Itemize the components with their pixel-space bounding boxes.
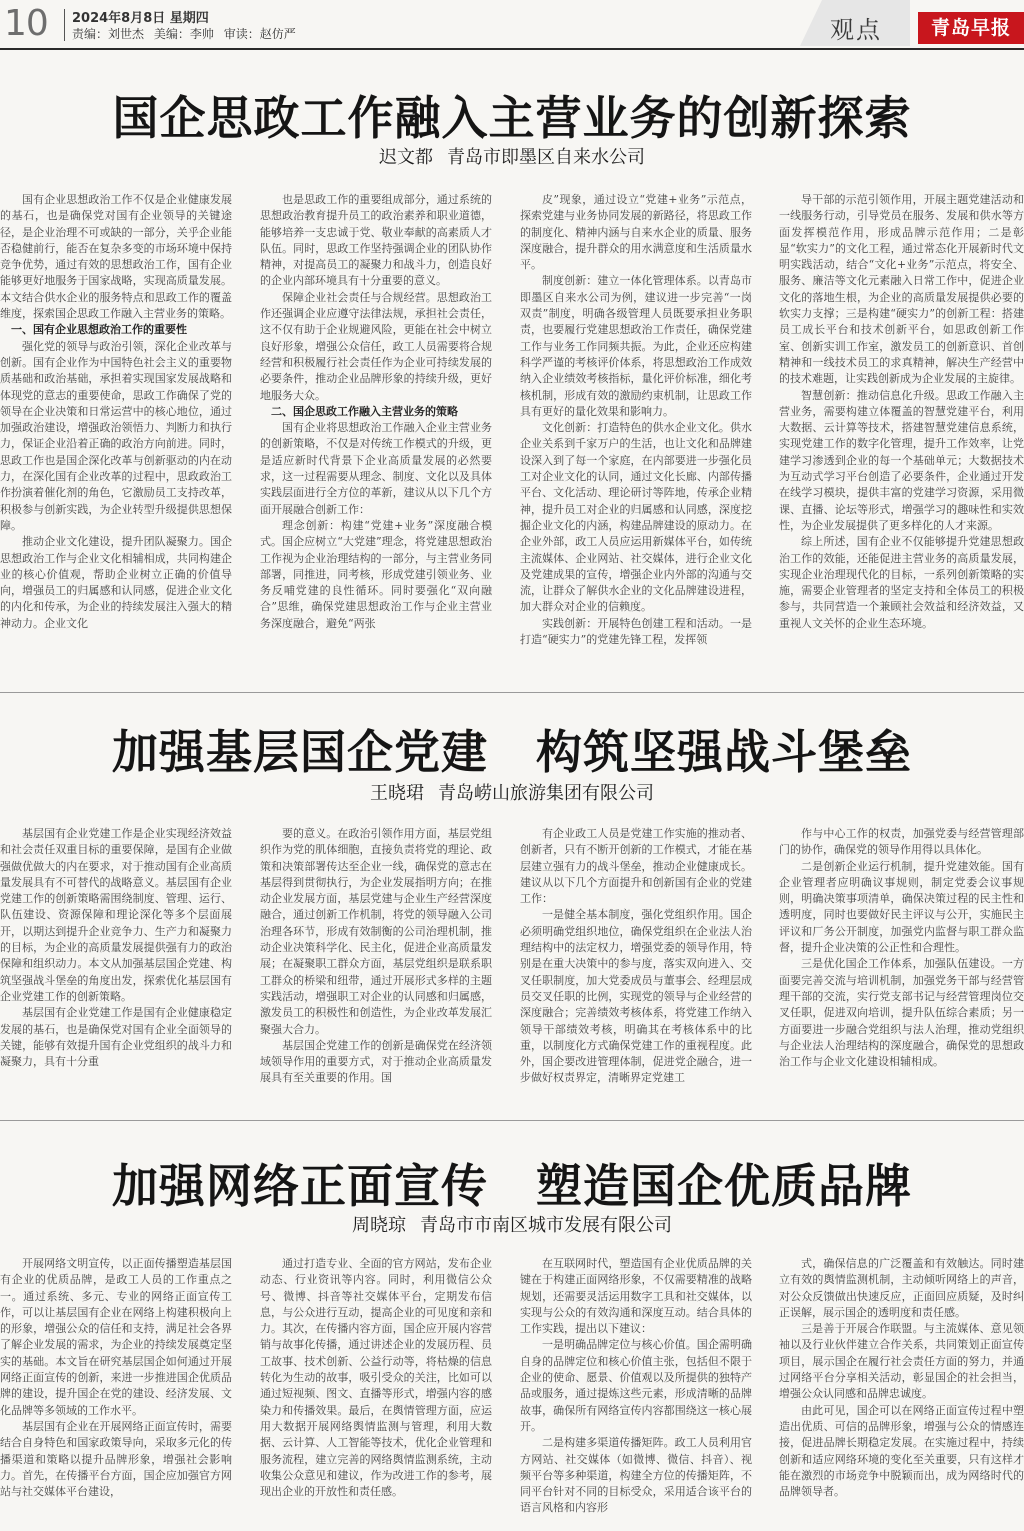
paragraph: 制度创新：建立一体化管理体系。以青岛市即墨区自来水公司为例，建议进一步完善“一岗双责”制度，明确各级管理人员既要承担业务职责，也要履行党建思想政治工作责任，确保党建工作与业务工作同频共振。为此，企业还应构建科学严谨的考核评价体系，将思想政治工作成效纳入企业绩效考核指标，量化评价标准，细化考核机制，形成有效的激励约束机制，让思政工作具有更好的量化效果和影响力。 — [520, 274, 752, 418]
article-2-title — [0, 724, 1024, 780]
article-divider — [0, 692, 1024, 693]
header-rule — [0, 48, 1024, 50]
article-1-column-3 — [520, 192, 752, 682]
article-3-column-2 — [260, 1256, 492, 1528]
article-3-byline — [0, 1214, 1024, 1238]
article-2-author: 王晓珺 — [370, 783, 424, 804]
paragraph: 要的意义。在政治引领作用方面，基层党组织作为党的肌体细胞，直接负责将党的理论、政策和决策部署传达至企业一线，确保党的意志在基层得到贯彻执行，为企业发展指明方向；在推动企业发展方面，基层党建与企业生产经营深度融合，通过创新工作机制，将党的领导融入公司治理各环节，形成有效制衡的公司治理机制，推动企业决策科学化、民主化，促进企业高质量发展；在凝聚职工群众方面，基层党组织是联系职工群众的桥梁和纽带，通过开展形式多样的主题实践活动，增强职工对企业的认同感和归属感，激发员工的积极性和创造性，为企业改革发展汇聚强大合力。 — [260, 827, 492, 1036]
proofreader: 审读：赵仿严 — [223, 27, 296, 41]
paragraph: 通过打造专业、全面的官方网站，发布企业动态、行业资讯等内容。同时，利用微信公众号、微博、抖音等社交媒体平台，定期发布信息，与公众进行互动，提高企业的可见度和亲和力。其次，在传播内容方面，国企应开展内容营销与故事化传播，通过讲述企业的发展历程、员工故事、技术创新、公益行动等，将枯燥的信息转化为生动的故事，吸引受众的关注，比如可以通过短视频、图文、直播等形式，增强内容的感染力和传播效果。最后，在舆情管理方面，应运用大数据开展网络舆情监测与管理，利用大数据、云计算、人工智能等技术，优化企业管理和服务流程，建立完善的网络舆情监测系统，主动收集公众意见和建议，作为改进工作的参考，展现出企业的开放性和责任感。 — [260, 1257, 492, 1499]
paragraph: 二是创新企业运行机制，提升党建效能。国有企业管理者应明确议事规则，制定党委会议事规则，明确决策事项清单，确保决策过程的民主性和透明度，同时也要做好民主评议与公开，实施民主评议和厂务公开制度，加强党内监督与职工群众监督，提升企业决策的公正性和合理性。 — [779, 859, 1024, 955]
article-1-column-1 — [0, 192, 232, 682]
article-1-body — [0, 192, 1024, 682]
section-name: 观点 — [830, 16, 882, 44]
article-1-column-2 — [260, 192, 492, 682]
paragraph: 导干部的示范引领作用，开展主题党建活动和一线服务行动，引导党员在服务、发展和供水等方面发挥模范作用，形成品牌示范作用；二是彰显“软实力”的文化工程，通过常态化开展新时代文明实践活动，结合“文化+业务”示范点，将安全、服务、廉洁等文化元素融入日常工作中，促进企业文化的落地生根，为企业的高质量发展提供必要的软实力支撑；三是构建“硬实力”的创新工程：搭建员工成长平台和技术创新平台，如思政创新工作室、创新实训工作室，激发员工的创新意识、首创精神和一线技术员工的求真精神，解决生产经营中的技术难题，让实践创新成为企业发展的主旋律。 — [779, 193, 1024, 386]
article-1-title-text: 国企思政工作融入主营业务的创新探索 — [112, 91, 912, 145]
paragraph: 强化党的领导与政治引领，深化企业改革与创新。国有企业作为中国特色社会主义的重要物质基础和政治基础，承担着实现国家发展战略和体现党的意志的重要使命，思政工作确保了党的领导在企业决策和日常运营中的核心地位，通过加强政治建设，增强政治领悟力、判断力和执行力，保证企业沿着正确的政治方向前进。同时，思政工作也是国企深化改革与创新驱动的内在动力，在深化国有企业改革的过程中，思政政治工作扮演着催化剂的角色，它激励员工支持改革，积极参与创新实践，为企业转型升级提供思想保障。 — [0, 339, 232, 532]
paragraph: 有企业政工人员是党建工作实施的推动者、创新者，只有不断开创新的工作模式，才能在基层建立强有力的战斗堡垒，推动企业健康成长。建议从以下几个方面提升和创新国有企业的党建工作： — [520, 827, 752, 906]
paragraph: 国有企业思想政治工作不仅是企业健康发展的基石，也是确保党对国有企业领导的关键途径，是企业治理不可或缺的一部分，关乎企业能否稳健前行，能否在复杂多变的市场环境中保持竞争优势，通过有效的思想政治工作，国有企业能够更好地服务于国家战略，实现高质量发展。本文结合供水企业的服务特点和思政工作的覆盖维度，探索国企思政工作融入主营业务的策略。 — [0, 193, 232, 321]
article-2-column-3 — [520, 826, 752, 1106]
paragraph: 作与中心工作的权责，加强党委与经营管理部门的协作，确保党的领导作用得以具体化。 — [779, 827, 1024, 857]
article-3-author: 周晓琼 — [352, 1215, 406, 1236]
paragraph: 实践创新：开展特色创建工程和活动。一是打造“硬实力”的党建先锋工程，发挥领 — [520, 616, 752, 647]
paragraph: 综上所述，国有企业不仅能够提升党建思想政治工作的效能，还能促进主营业务的高质量发展，实现企业治理现代化的目标，一系列创新策略的实施，需要企业管理者的坚定支持和全体员工的积极参与，共同营造一个兼顾社会效益和经济效益，又重视人文关怀的企业生态环境。 — [779, 535, 1024, 630]
paragraph: 三是善于开展合作联盟。与主流媒体、意见领袖以及行业伙伴建立合作关系，共同策划正面宣传项目，展示国企在履行社会责任方面的努力，并通过网络平台分享相关活动，彰显国企的社会担当，增强公众认同感和品牌忠诚度。 — [779, 1322, 1024, 1401]
paragraph: 推动企业文化建设，提升团队凝聚力。国企思想政治工作与企业文化相辅相成，共同构建企业的核心价值观，帮助企业树立正确的价值导向，增强员工的归属感和认同感，促进企业文化的内化和传承，为企业的持续发展注入强大的精神动力。企业文化 — [0, 535, 232, 630]
article-1-column-4 — [779, 192, 1024, 682]
paragraph: 国有企业将思想政治工作融入企业主营业务的创新策略，不仅是对传统工作模式的升级，更是适应新时代背景下企业高质量发展的必然要求，这一过程需要从理念、制度、文化以及具体实践层面进行全方位的革新，建议从以下几个方面开展融合创新工作： — [260, 421, 492, 516]
newspaper-logo: 青岛早报 — [918, 12, 1024, 44]
paragraph: 开展网络文明宣传，以正面传播塑造基层国有企业的优质品牌，是政工人员的工作重点之一。通过系统、多元、专业的网络正面宣传工作，可以让基层国有企业在网络上构建积极向上的形象，增强公众的信任和支持，满足社会各界了解企业发展的需求，为企业的持续发展奠定坚实的基础。本文旨在研究基层国企如何通过开展网络正面宣传的创新，来进一步推进国企优质品牌的建设，提升国企在党的建设、经济发展、文化品牌等多领域的工作水平。 — [0, 1257, 232, 1417]
article-2-byline — [0, 782, 1024, 806]
art-editor: 美编：李帅 — [153, 27, 214, 41]
section-heading: 二、国企思政工作融入主营业务的策略 — [271, 404, 458, 418]
header-separator — [64, 9, 65, 41]
article-3-org: 青岛市市南区城市发展有限公司 — [420, 1215, 672, 1236]
article-2-org: 青岛崂山旅游集团有限公司 — [438, 783, 654, 804]
article-2-column-1 — [0, 826, 232, 1106]
article-2-title-part-2: 构筑坚强战斗堡垒 — [536, 725, 912, 779]
article-2-title-part-1: 加强基层国企党建 — [112, 725, 488, 779]
article-3-column-4 — [779, 1256, 1024, 1528]
paragraph: 基层国有企业党建工作是企业实现经济效益和社会责任双重目标的重要保障，是国有企业做强做优做大的内在要求，对于推动国有企业高质量发展具有不可替代的战略意义。基层国有企业党建工作的创新策略需围绕制度、管理、运行、队伍建设、资源保障和理论深化等多个层面展开，以期达到提升企业竞争力、生产力和凝聚力的目标，为企业的高质量发展提供强有力的政治保障和组织动力。本文从加强基层国企党建、构筑坚强战斗堡垒的角度出发，探索优化基层国有企业党建工作的创新策略。 — [0, 827, 232, 1003]
paragraph: 智慧创新：推动信息化升级。思政工作融入主营业务，需要构建立体覆盖的智慧党建平台，利用大数据、云计算等技术，搭建智慧党建信息系统，实现党建工作的数字化管理，提升工作效率，让党建学习渗透到企业的每一个基础单元；大数据技术为互动式学习平台创造了必要条件，企业通过开发在线学习模块，提供丰富的党建学习资源，采用微课、直播、论坛等形式，增强学习的趣味性和实效性，为企业发展提供了更多样化的人才来源。 — [779, 388, 1024, 532]
paragraph: 保障企业社会责任与合规经营。思想政治工作还强调企业应遵守法律法规，承担社会责任，这不仅有助于企业规避风险，更能在社会中树立良好形象，增强公众信任，政工人员需要将合规经营和积极履行社会责任作为企业可持续发展的必要条件，推动企业品牌形象的持续升级，更好地服务大众。 — [260, 290, 492, 402]
article-3-body — [0, 1256, 1024, 1528]
issue-date: 2024年8月8日 星期四 — [72, 11, 209, 26]
paragraph: 基层国有企业在开展网络正面宣传时，需要结合自身特色和国家政策导向，采取多元化的传播渠道和策略以提升品牌形象，增强社会影响力。首先，在传播平台方面，国企应加强官方网站与社交媒体平台建设， — [0, 1419, 232, 1499]
article-1-byline — [0, 146, 1024, 170]
paragraph: 三是优化国企工作体系，加强队伍建设。一方面要完善交流与培训机制，加强党务干部与经营管理干部的交流，实行党支部书记与经营管理岗位交叉任职，促进双向培训，提升队伍综合素质；另一方面要进一步融合党组织与法人治理，推动党组织与企业法人治理结构的深度融合，确保党的思想政治工作与企业文化建设相辅相成。 — [779, 957, 1024, 1069]
article-2-column-2 — [260, 826, 492, 1106]
article-3-title-part-1: 加强网络正面宣传 — [112, 1159, 488, 1213]
article-3-title-part-2: 塑造国企优质品牌 — [536, 1159, 912, 1213]
article-1-author: 迟文都 — [379, 147, 433, 168]
editor-credits — [72, 25, 302, 42]
article-3-column-3 — [520, 1256, 752, 1528]
section-heading: 一、国有企业思想政治工作的重要性 — [11, 323, 187, 337]
article-3-title — [0, 1158, 1024, 1214]
article-2-body — [0, 826, 1024, 1106]
paragraph: 一是明确品牌定位与核心价值。国企需明确自身的品牌定位和核心价值主张，包括但不限于企业的使命、愿景、价值观以及所提供的独特产品或服务，通过提炼这些元素，形成清晰的品牌故事，确保所有网络宣传内容都围绕这一核心展开。 — [520, 1338, 752, 1433]
paragraph: 皮”现象，通过设立“党建+业务”示范点，探索党建与业务协同发展的新路径，将思政工作的制度化、精神内涵与自来水企业的质量、服务深度融合，提升群众的用水满意度和生活质量水平。 — [520, 193, 752, 272]
paragraph: 式，确保信息的广泛覆盖和有效触达。同时建立有效的舆情监测机制，主动倾听网络上的声音，对公众反馈做出快速反应，正面回应质疑，及时纠正误解，展示国企的透明度和责任感。 — [779, 1257, 1024, 1319]
article-divider — [0, 1120, 1024, 1121]
paragraph: 一是健全基本制度，强化党组织作用。国企必须明确党组织地位，确保党组织在企业法人治理结构中的法定权力，增强党委的领导作用，特别是在重大决策中的参与度，落实双向进入、交叉任职制度，加大党委成员与董事会、经理层成员交叉任职的比例，实现党的领导与企业经营的深度融合；完善绩效考核体系，将党建工作纳入领导干部绩效考核，明确其在考核体系中的比重，以制度化方式确保党建工作的重视程度。此外，国企要改进管理体制，促进党企融合，进一步做好权责界定，清晰界定党建工 — [520, 908, 752, 1085]
page-number: 10 — [4, 3, 48, 44]
paragraph: 文化创新：打造特色的供水企业文化。供水企业关系到千家万户的生活，也让文化和品牌建设深入到了每一个家庭，在内部要进一步强化员工对企业文化的认同，通过文化长廊、内部传播平台、文化活动、理论研讨等阵地，传承企业精神，提升员工对企业的归属感和认同感，深度挖掘企业文化的内涵，构建品牌建设的原动力。在企业外部，政工人员应运用新媒体平台，如传统主流媒体、企业网站、社交媒体，进行企业文化及党建成果的宣传，增强企业内外部的沟通与交流，让群众了解供水企业的文化品牌建设进程，加大群众对企业的信赖度。 — [520, 421, 752, 614]
article-2-column-4 — [779, 826, 1024, 1106]
paragraph: 也是思政工作的重要组成部分，通过系统的思想政治教育提升员工的政治素养和职业道德，能够培养一支忠诚于党、敬业奉献的高素质人才队伍。同时，思政工作坚持强调企业的团队协作精神，对提高员工的凝聚力和战斗力，创造良好的企业内部环境具有十分重要的意义。 — [260, 193, 492, 288]
paragraph: 基层国企党建工作的创新是确保党在经济领域领导作用的重要方式，对于推动企业高质量发展具有至关重要的作用。国 — [260, 1038, 492, 1085]
article-1-title — [0, 90, 1024, 146]
chief-editor: 责编：刘世杰 — [72, 27, 145, 41]
paragraph: 二是构建多渠道传播矩阵。政工人员利用官方网站、社交媒体（如微博、微信、抖音）、视频平台等多种渠道，构建全方位的传播矩阵，不同平台针对不同的目标受众，采用适合该平台的语言风格和内容形 — [520, 1436, 752, 1515]
article-1-org: 青岛市即墨区自来水公司 — [447, 147, 645, 168]
paragraph: 由此可见，国企可以在网络正面宣传过程中塑造出优质、可信的品牌形象，增强与公众的情感连接，促进品牌长期稳定发展。在实施过程中，持续创新和适应网络环境的变化至关重要，只有这样才能在激烈的市场竞争中脱颖而出，成为网络时代的品牌领导者。 — [779, 1403, 1024, 1499]
paragraph: 基层国有企业党建工作是国有企业健康稳定发展的基石，也是确保党对国有企业全面领导的关键，能够有效提升国有企业党组织的战斗力和凝聚力，具有十分重 — [0, 1006, 232, 1069]
paragraph: 在互联网时代，塑造国有企业优质品牌的关键在于构建正面网络形象，不仅需要精准的战略规划，还需要灵活运用数字工具和社交媒体，以实现与公众的有效沟通和深度互动。结合具体的工作实践，提出以下建议： — [520, 1257, 752, 1336]
article-3-column-1 — [0, 1256, 232, 1528]
paragraph: 理念创新：构建“党建+业务”深度融合模式。国企应树立“大党建”理念，将党建思想政治工作视为企业治理结构的一部分，与主营业务同部署，同推进，同考核，形成党建引领业务、业务反哺党建的良性循环。同时要强化“双向融合”思维，确保党建思想政治工作与企业主营业务深度融合，避免“两张 — [260, 518, 492, 630]
